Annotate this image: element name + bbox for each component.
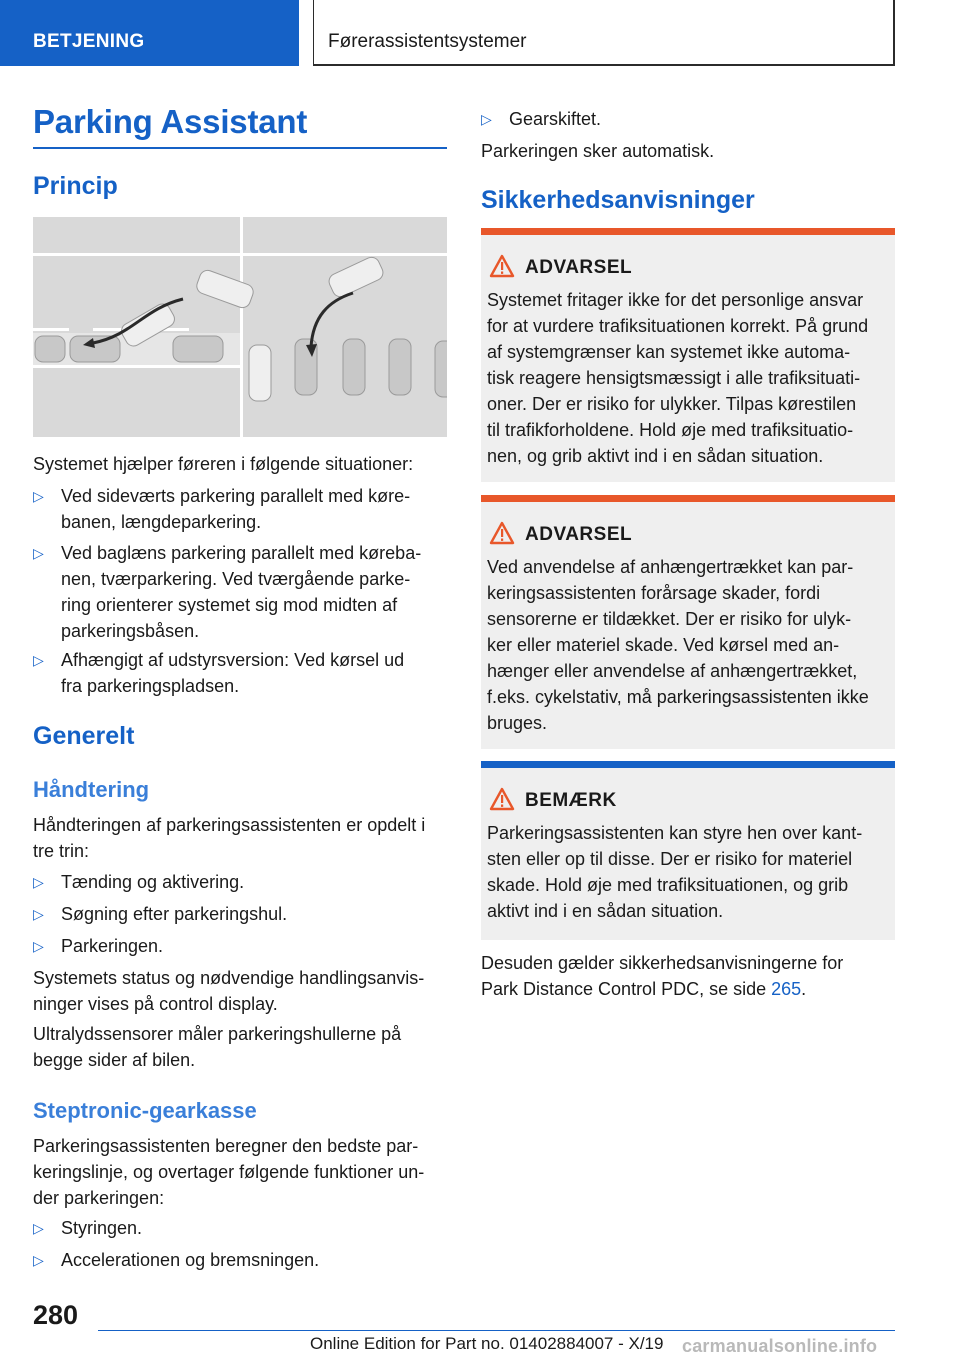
triangle-right-icon: ▷ — [33, 652, 44, 668]
steptronic-text: Parkeringsassistenten beregner den bedste par- keringslinje, og overtager følgende funktioner un- der parkeringen: — [33, 1136, 425, 1208]
title-rule — [33, 147, 447, 149]
notice-title: BEMÆRK — [525, 790, 617, 811]
list-item: ▷ Parkeringen. — [33, 933, 163, 959]
general-heading: Generelt — [33, 722, 135, 750]
parking-illustration — [33, 217, 447, 437]
warning-box — [481, 495, 895, 749]
warning-text: Ved anvendelse af anhængertrækket kan par- keringsassistenten forårsage skader, fordi sensorerne er tildækket. Der er risiko for ulyk- ker eller materiel skade. Ved kørsel med an- hænger eller anvendelse af anhængertrækket, f.eks. cykelstativ, må parkeringsassistenten ikke bruges. — [487, 557, 869, 733]
handling-heading: Håndtering — [33, 777, 150, 802]
page-number: 280 — [33, 1300, 79, 1330]
also-text: Desuden gælder sikkerhedsanvisningerne for Park Distance Control PDC, se side 265. — [481, 953, 844, 999]
section-tab: BETJENING — [0, 0, 299, 66]
warning-triangle-icon — [489, 254, 515, 278]
warning-box — [481, 228, 895, 482]
triangle-right-icon: ▷ — [33, 906, 44, 922]
sensor-text: Ultralydssensorer måler parkeringshullerne på begge sider af bilen. — [33, 1024, 402, 1070]
intro-text: Systemet hjælper føreren i følgende situationer: — [33, 454, 414, 474]
parking-diagram — [33, 217, 447, 437]
warning-text: Systemet fritager ikke for det personlige ansvar for at vurdere trafiksituationen korrekt. På grund af systemgrænser kan systemet ikke automa- tisk reagere hensigtsmæssigt i alle trafiksituati- oner. Der er risiko for ulykker. Tilpas kørestilen til trafikforholdene. Hold øje med trafiksituatio- nen, og grib aktivt ind i en sådan situation. — [487, 290, 869, 466]
list-item: ▷ Afhængigt af udstyrsversion: Ved kørsel ud fra parkeringspladsen. — [33, 647, 447, 699]
footer-edition: Online Edition for Part no. 01402884007 - X/19 — [310, 1334, 664, 1353]
list-item: ▷ Søgning efter parkeringshul. — [33, 901, 287, 927]
warning-triangle-icon — [489, 521, 515, 545]
warning-title: ADVARSEL — [525, 257, 633, 278]
principle-heading: Princip — [33, 172, 118, 200]
list-item: ▷ Gearskiftet. — [481, 106, 601, 132]
triangle-right-icon: ▷ — [33, 1252, 44, 1268]
handling-text: Håndteringen af parkeringsassistenten er opdelt i tre trin: — [33, 815, 426, 861]
watermark: carmanualsonline.info — [682, 1336, 878, 1356]
auto-text: Parkeringen sker automatisk. — [481, 141, 715, 161]
notice-bar — [481, 761, 895, 768]
warning-bar — [481, 228, 895, 235]
triangle-right-icon: ▷ — [33, 488, 44, 504]
warning-triangle-icon — [489, 787, 515, 811]
list-item: ▷ Styringen. — [33, 1215, 142, 1241]
warning-title: ADVARSEL — [525, 524, 633, 545]
page-link[interactable]: 265 — [771, 979, 802, 999]
list-item: ▷ Ved baglæns parkering parallelt med køreba- nen, tværparkering. Ved tværgående parke- ring orienterer systemet sig mod midten af parkeringsbåsen. — [33, 540, 447, 644]
triangle-right-icon: ▷ — [481, 111, 492, 127]
footer-rule — [98, 1330, 895, 1331]
triangle-right-icon: ▷ — [33, 938, 44, 954]
safety-heading: Sikkerhedsanvisninger — [481, 186, 755, 214]
triangle-right-icon: ▷ — [33, 874, 44, 890]
notice-text: Parkeringsassistenten kan styre hen over kant- sten eller op til disse. Der er risiko for materiel skade. Hold øje med trafiksituationen, og grib aktivt ind i en sådan situation. — [487, 823, 863, 921]
list-item: ▷ Ved sideværts parkering parallelt med køre- banen, længdeparkering. — [33, 483, 447, 535]
steptronic-heading: Steptronic-gearkasse — [33, 1098, 257, 1123]
notice-box — [481, 761, 895, 940]
status-text: Systemets status og nødvendige handlingsanvis- ninger vises på control display. — [33, 968, 425, 1014]
triangle-right-icon: ▷ — [33, 545, 44, 561]
page-title: Parking Assistant — [33, 103, 308, 140]
warning-bar — [481, 495, 895, 502]
triangle-right-icon: ▷ — [33, 1220, 44, 1236]
list-item: ▷ Accelerationen og bremsningen. — [33, 1247, 319, 1273]
chapter-title: Førerassistentsystemer — [313, 0, 895, 66]
list-item: ▷ Tænding og aktivering. — [33, 869, 244, 895]
